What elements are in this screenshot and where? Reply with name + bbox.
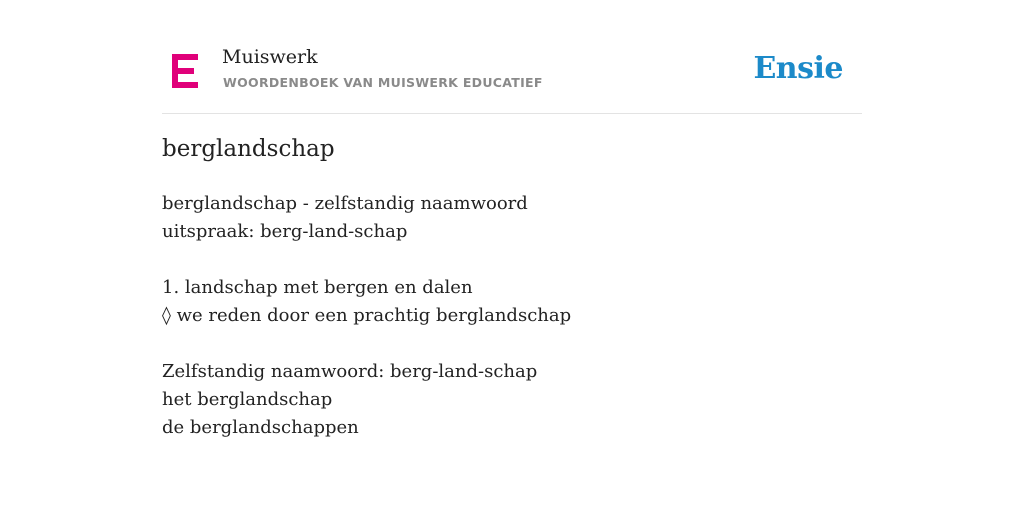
entry-body — [162, 190, 862, 442]
grammar-heading: Zelfstandig naamwoord: berg-land-schap — [162, 361, 538, 382]
entry-summary: berglandschap - zelfstandig naamwoord — [162, 193, 528, 214]
dictionary-page — [162, 0, 862, 512]
spacer — [162, 330, 862, 358]
ensie-logo[interactable]: Ensie — [753, 51, 843, 86]
entry-definition: 1. landschap met bergen en dalen — [162, 277, 473, 298]
entry-title: berglandschap — [162, 136, 335, 162]
spacer — [162, 246, 862, 274]
brand-name[interactable]: Muiswerk — [222, 46, 318, 68]
site-header — [162, 40, 862, 114]
entry-pronunciation: uitspraak: berg-land-schap — [162, 221, 408, 242]
brand-subtitle: WOORDENBOEK VAN MUISWERK EDUCATIEF — [223, 75, 543, 90]
singular-form: het berglandschap — [162, 389, 333, 410]
muiswerk-logo-icon[interactable] — [172, 54, 202, 88]
entry-example: ◊ we reden door een prachtig berglandschap — [162, 305, 572, 326]
plural-form: de berglandschappen — [162, 417, 359, 438]
